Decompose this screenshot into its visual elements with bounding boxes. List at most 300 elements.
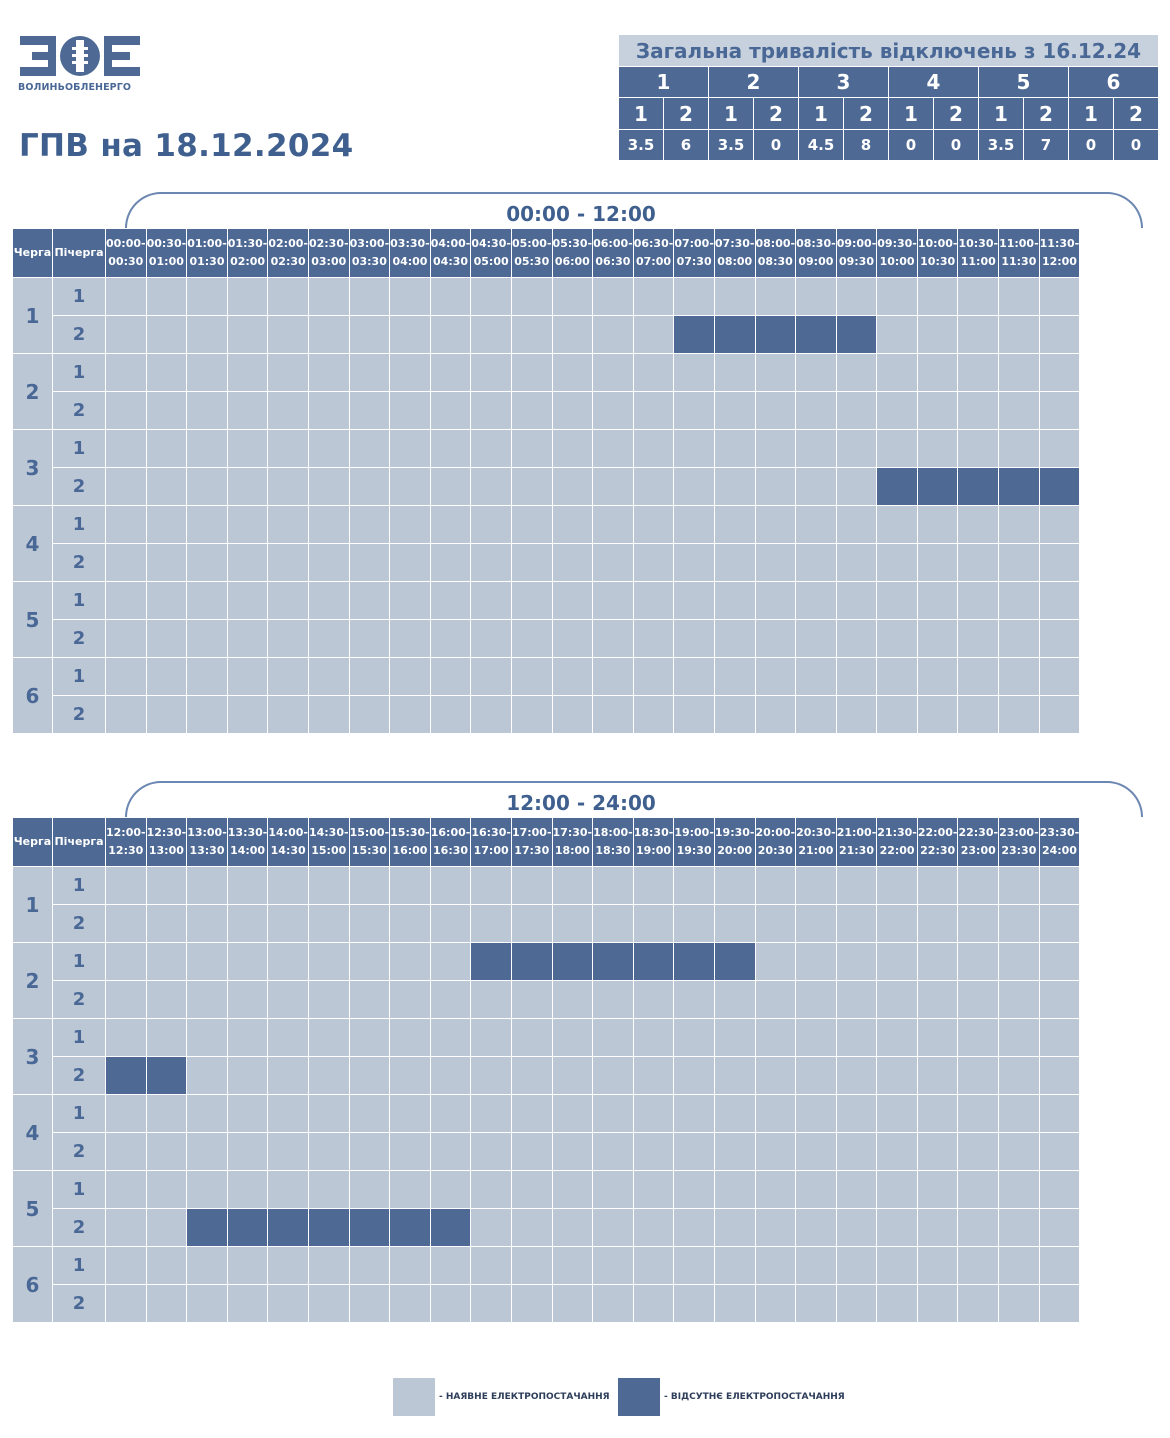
power-cell [593,905,634,943]
summary-duration-value: 6 [664,130,709,161]
summary-queue-header: 5 [979,67,1069,98]
table-row [13,430,1080,468]
power-cell [390,468,431,506]
power-cell [755,544,796,582]
power-cell [836,867,877,905]
power-cell [349,430,390,468]
outage-cell [674,943,715,981]
time-slot-header [227,818,268,867]
time-slot-header [877,818,918,867]
power-cell [755,658,796,696]
time-slot-start: 16:00- [430,826,471,839]
power-cell [958,981,999,1019]
table-row [13,1209,1080,1247]
summary-duration-value: 4.5 [799,130,844,161]
time-slot-header [958,229,999,278]
time-slot-header [146,229,187,278]
power-cell [796,867,837,905]
summary-subqueue-header: 2 [754,98,799,130]
power-cell [227,316,268,354]
power-cell [349,278,390,316]
time-slot-end: 07:00 [636,255,672,268]
summary-duration-value: 3.5 [619,130,664,161]
power-cell [227,1019,268,1057]
legend-label-available: - НАЯВНЕ ЕЛЕКТРОПОСТАЧАННЯ [439,1392,610,1402]
time-slot-end: 03:30 [351,255,387,268]
power-cell [633,1133,674,1171]
power-cell [511,1171,552,1209]
power-cell [796,620,837,658]
power-cell [227,943,268,981]
power-cell [106,943,147,981]
power-cell [511,658,552,696]
time-slot-end: 17:00 [473,844,509,857]
power-cell [308,1171,349,1209]
time-slot-header [552,818,593,867]
table-row [13,1171,1080,1209]
power-cell [714,544,755,582]
time-slot-start: 13:30- [227,826,268,839]
power-cell [958,506,999,544]
power-cell [714,981,755,1019]
power-cell [430,1247,471,1285]
time-slot-header [268,818,309,867]
outage-cell [187,1209,228,1247]
power-cell [674,1019,715,1057]
power-cell [227,506,268,544]
power-cell [227,620,268,658]
power-cell [633,905,674,943]
power-cell [511,1285,552,1323]
power-cell [755,506,796,544]
time-slot-end: 09:00 [798,255,834,268]
power-cell [349,506,390,544]
power-cell [593,1133,634,1171]
power-cell [390,1057,431,1095]
power-cell [633,1247,674,1285]
power-cell [674,1057,715,1095]
power-cell [268,544,309,582]
power-cell [674,354,715,392]
power-cell [958,696,999,734]
power-cell [593,1247,634,1285]
power-cell [511,1209,552,1247]
power-cell [308,1247,349,1285]
power-cell [999,1209,1040,1247]
power-cell [674,392,715,430]
power-cell [552,544,593,582]
power-cell [187,1057,228,1095]
power-cell [836,658,877,696]
time-slot-end: 05:30 [514,255,550,268]
queue-column-header: Черга [13,818,53,867]
power-cell [187,430,228,468]
power-cell [511,981,552,1019]
power-cell [674,468,715,506]
power-cell [633,468,674,506]
power-cell [106,981,147,1019]
time-slot-start: 20:00- [755,826,796,839]
outage-cell [714,943,755,981]
power-cell [471,1095,512,1133]
power-cell [552,1057,593,1095]
time-slot-start: 19:30- [714,826,755,839]
power-cell [552,1095,593,1133]
time-slot-header [227,229,268,278]
power-cell [390,658,431,696]
time-slot-start: 11:30- [1039,237,1080,250]
power-cell [1039,582,1080,620]
summary-queue-header: 3 [799,67,889,98]
power-cell [999,1133,1040,1171]
time-slot-header [674,229,715,278]
power-cell [796,981,837,1019]
power-cell [958,1019,999,1057]
power-cell [633,506,674,544]
power-cell [917,867,958,905]
power-cell [917,620,958,658]
outage-cell [308,1209,349,1247]
power-cell [917,506,958,544]
power-cell [146,354,187,392]
time-slot-start: 19:00- [674,826,714,839]
power-cell [796,943,837,981]
time-slot-end: 11:30 [1001,255,1037,268]
power-cell [917,943,958,981]
power-cell [511,1095,552,1133]
subqueue-number: 2 [53,1133,106,1171]
power-cell [146,1247,187,1285]
power-cell [552,905,593,943]
company-logo [18,34,142,96]
legend-label-absent: - ВІДСУТНЄ ЕЛЕКТРОПОСТАЧАННЯ [664,1392,845,1402]
power-cell [999,620,1040,658]
power-cell [430,544,471,582]
power-cell [471,278,512,316]
power-cell [714,506,755,544]
subqueue-number: 1 [53,658,106,696]
power-cell [674,658,715,696]
power-cell [674,867,715,905]
time-slot-header [633,818,674,867]
range-label: 00:00 - 12:00 [506,202,656,226]
power-cell [796,696,837,734]
power-cell [471,658,512,696]
power-cell [106,354,147,392]
power-cell [227,1133,268,1171]
power-cell [227,867,268,905]
time-slot-header [917,818,958,867]
time-slot-start: 03:00- [349,237,390,250]
power-cell [552,1133,593,1171]
power-cell [430,506,471,544]
time-slot-start: 18:00- [593,826,633,839]
time-slot-header [593,818,634,867]
power-cell [674,1285,715,1323]
outage-cell [593,943,634,981]
time-slot-end: 23:00 [960,844,996,857]
power-cell [146,1133,187,1171]
power-cell [877,1019,918,1057]
power-cell [836,582,877,620]
power-cell [836,1171,877,1209]
summary-subqueue-header: 2 [664,98,709,130]
summary-subqueue-header: 2 [934,98,979,130]
power-cell [593,354,634,392]
power-cell [958,582,999,620]
time-slot-start: 09:00- [836,237,877,250]
power-cell [308,316,349,354]
summary-duration-value: 7 [1024,130,1069,161]
power-cell [917,1095,958,1133]
outage-cell [958,468,999,506]
table-row [13,1247,1080,1285]
table-row [13,1057,1080,1095]
summary-duration-value: 0 [1114,130,1159,161]
power-cell [714,620,755,658]
time-slot-end: 14:30 [270,844,306,857]
summary-subqueue-header: 2 [844,98,889,130]
time-slot-end: 01:30 [189,255,225,268]
power-cell [796,1247,837,1285]
power-cell [755,582,796,620]
power-cell [390,354,431,392]
power-cell [146,468,187,506]
summary-caption: Загальна тривалість відключень з 16.12.24 [619,35,1159,67]
time-slot-end: 21:00 [798,844,834,857]
time-slot-start: 02:00- [268,237,308,250]
time-slot-start: 01:00- [187,237,227,250]
power-cell [187,620,228,658]
power-cell [674,430,715,468]
outage-cell [552,943,593,981]
time-slot-end: 17:30 [514,844,550,857]
time-slot-header [836,818,877,867]
time-slot-start: 21:00- [836,826,877,839]
queue-number: 2 [13,354,53,430]
power-cell [390,544,431,582]
summary-duration-value: 0 [934,130,979,161]
power-cell [1039,430,1080,468]
power-cell [877,620,918,658]
power-cell [106,658,147,696]
power-cell [593,506,634,544]
table-row [13,1019,1080,1057]
power-cell [511,867,552,905]
power-cell [593,430,634,468]
table-row [13,316,1080,354]
time-slot-start: 10:00- [917,237,958,250]
power-cell [836,981,877,1019]
power-cell [430,1095,471,1133]
summary-queue-header: 2 [709,67,799,98]
legend-absent [618,1378,845,1416]
power-cell [633,430,674,468]
power-cell [308,696,349,734]
power-cell [106,696,147,734]
power-cell [471,1285,512,1323]
outage-cell [633,943,674,981]
subqueue-number: 2 [53,1285,106,1323]
subqueue-number: 1 [53,943,106,981]
power-cell [349,354,390,392]
power-cell [714,1209,755,1247]
summary-duration-value: 0 [754,130,799,161]
subqueue-number: 1 [53,867,106,905]
power-cell [390,1133,431,1171]
power-cell [146,506,187,544]
power-cell [917,316,958,354]
power-cell [268,1133,309,1171]
power-cell [146,1019,187,1057]
power-cell [877,316,918,354]
power-cell [999,582,1040,620]
summary-subqueue-header: 1 [619,98,664,130]
time-slot-end: 16:30 [433,844,469,857]
power-cell [308,430,349,468]
power-cell [552,316,593,354]
power-cell [917,905,958,943]
power-cell [958,430,999,468]
power-cell [755,1095,796,1133]
outage-cell [1039,468,1080,506]
power-cell [593,658,634,696]
power-cell [958,867,999,905]
power-cell [633,1019,674,1057]
power-cell [552,1209,593,1247]
table-row [13,1133,1080,1171]
power-cell [755,867,796,905]
time-slot-start: 07:30- [714,237,755,250]
time-slot-start: 14:30- [308,826,349,839]
power-cell [1039,1285,1080,1323]
time-slot-end: 10:30 [920,255,956,268]
power-cell [674,1133,715,1171]
power-cell [999,1171,1040,1209]
time-slot-header [349,229,390,278]
power-cell [390,620,431,658]
power-cell [430,981,471,1019]
power-cell [593,1171,634,1209]
power-cell [268,1247,309,1285]
power-cell [755,1285,796,1323]
power-cell [917,392,958,430]
power-cell [349,1057,390,1095]
outage-cell [106,1057,147,1095]
time-slot-start: 01:30- [227,237,268,250]
power-cell [633,981,674,1019]
subqueue-number: 2 [53,468,106,506]
power-cell [430,620,471,658]
time-slot-header [958,818,999,867]
power-cell [1039,1209,1080,1247]
power-cell [796,1019,837,1057]
summary-duration-value: 8 [844,130,889,161]
power-cell [430,468,471,506]
logo-caption: ВОЛИНЬОБЛЕНЕРГО [18,82,132,93]
summary-queue-header: 1 [619,67,709,98]
time-slot-end: 19:30 [676,844,712,857]
time-slot-start: 06:00- [593,237,633,250]
time-slot-start: 04:00- [430,237,471,250]
power-cell [999,1095,1040,1133]
subqueue-number: 2 [53,316,106,354]
outage-cell [146,1057,187,1095]
power-cell [836,1019,877,1057]
power-cell [146,544,187,582]
power-cell [268,867,309,905]
power-cell [187,1247,228,1285]
time-slot-header [1039,818,1080,867]
power-cell [755,430,796,468]
power-cell [349,316,390,354]
power-cell [308,1095,349,1133]
power-cell [146,392,187,430]
power-cell [552,620,593,658]
power-cell [999,943,1040,981]
time-slot-start: 08:30- [796,237,836,250]
table-row [13,582,1080,620]
power-cell [106,1133,147,1171]
table-row [13,544,1080,582]
time-slot-start: 06:30- [633,237,674,250]
power-cell [390,506,431,544]
time-slot-start: 11:00- [999,237,1039,250]
outage-cell [227,1209,268,1247]
power-cell [187,1019,228,1057]
power-cell [349,582,390,620]
power-cell [1039,696,1080,734]
power-cell [268,278,309,316]
power-cell [836,696,877,734]
power-cell [633,544,674,582]
power-cell [268,354,309,392]
table-row [13,867,1080,905]
time-slot-header [633,229,674,278]
power-cell [1039,658,1080,696]
time-slot-start: 04:30- [471,237,511,250]
outage-cell [836,316,877,354]
power-cell [227,430,268,468]
power-cell [430,867,471,905]
power-cell [349,1095,390,1133]
power-cell [511,1247,552,1285]
power-cell [877,905,918,943]
power-cell [146,278,187,316]
power-cell [796,354,837,392]
power-cell [146,696,187,734]
power-cell [1039,867,1080,905]
power-cell [390,392,431,430]
power-cell [349,620,390,658]
summary-duration-value: 3.5 [709,130,754,161]
power-cell [1039,506,1080,544]
power-cell [917,1171,958,1209]
power-cell [390,278,431,316]
power-cell [877,1171,918,1209]
power-cell [958,1133,999,1171]
subqueue-number: 1 [53,1095,106,1133]
power-cell [471,1133,512,1171]
power-cell [593,1095,634,1133]
power-cell [917,354,958,392]
power-cell [187,354,228,392]
time-slot-start: 05:00- [511,237,552,250]
power-cell [308,392,349,430]
time-slot-end: 16:00 [392,844,428,857]
power-cell [796,392,837,430]
power-cell [999,905,1040,943]
